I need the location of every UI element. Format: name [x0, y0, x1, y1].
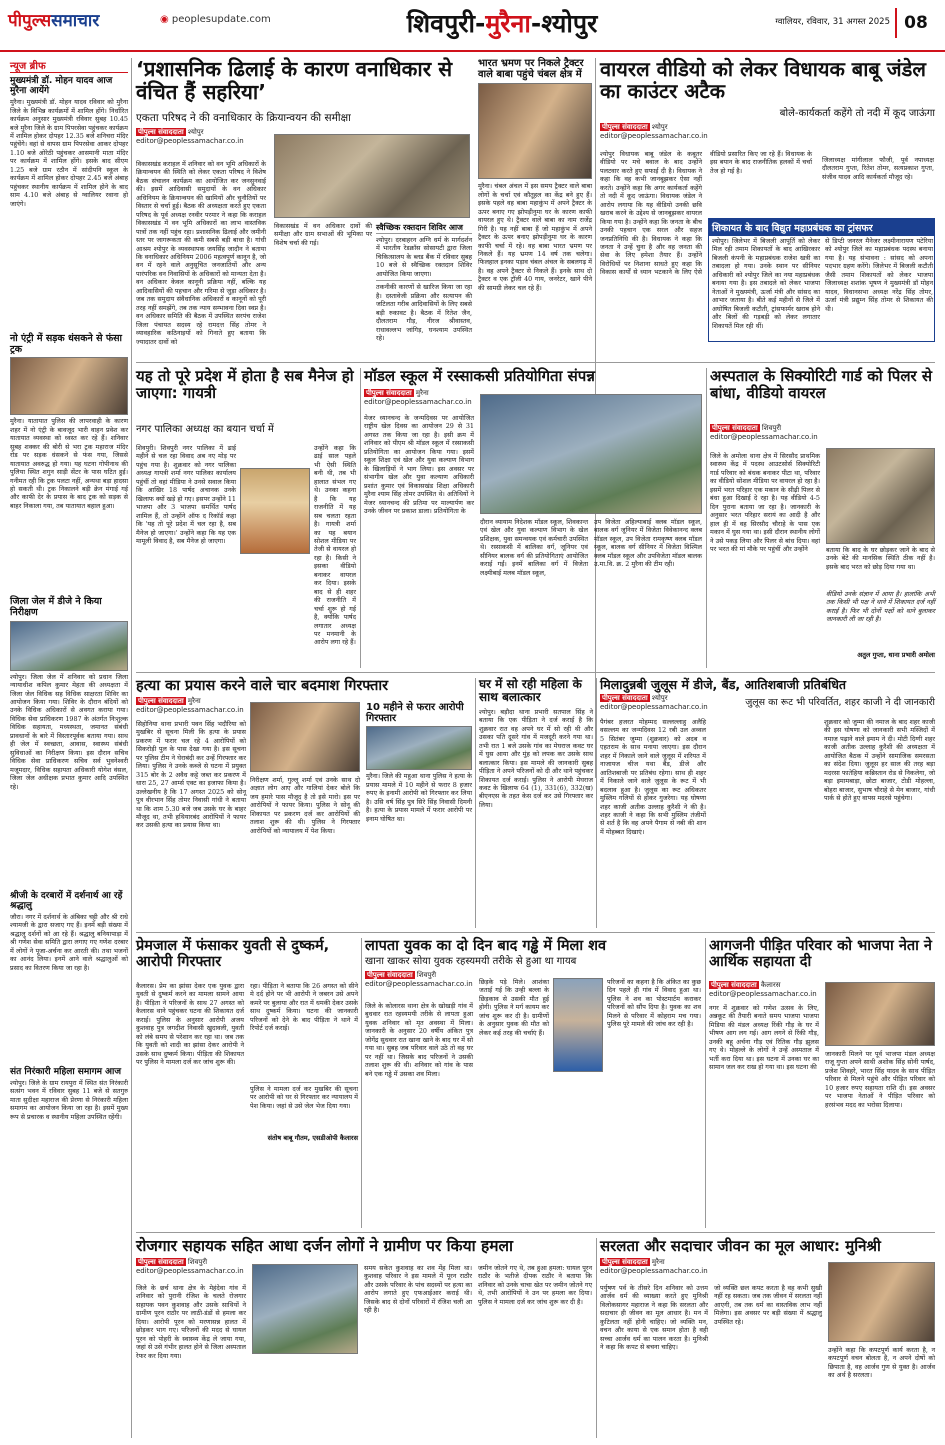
masthead [0, 0, 945, 52]
rozgar-col3: जमीन जोतने गए थे, तब हुआ हमला: घायल पूरन राठौर के भतीजे दीपक राठौर ने बताया कि शनिवार को उनके चाचा खेत पर जमीन जोतने गए थे, तभी आरोपियों ने उन पर हमला कर दिया। पुलिस ने मामला दर्ज कर जांच शुरू कर दी है। [478, 1264, 592, 1306]
milad-byline [600, 694, 710, 712]
premjaal-note-text: पुलिस ने मामला दर्ज कर मुखबिर की सूचना पर आरोपी को घर से गिरफ्तार कर न्यायालय में पेश किया। जहां से उसे जेल भेज दिया गया। [250, 1085, 358, 1110]
missing-photo [553, 978, 603, 1072]
gaayatri-body: शिवपुरी। शिवपुरी नगर पालिका में ढाई महीने से चल रहा विवाद अब नए मोड़ पर पहुंच गया है। शुक्रवार को नगर पालिका अध्यक्ष गायत्री शर्मा नगर पालिका कार्यालय पहुंचीं तो वहां मीडिया ने उनसे सवाल किया कि आखिर 18 पार्षद अचानक उनके खिलाफ क्यों खड़े हो गए। इसपर उन्होंने 11 भाजपा और 3 भाजपा समर्थित पार्षद शामिल हैं, तो उन्होंने ऑफ द रिकॉर्ड कहा कि 'यह तो पूरे प्रदेश में चल रहा है, सब मैनेज हो जाएगा।' उन्होंने कहा कि यह एक मामूली विवाद है, सब मैनेज हो जाएगा। [136, 444, 236, 545]
transfer-headline: शिकायत के बाद विद्युत महाप्रबंधक का ट्रांसफर [709, 219, 934, 236]
column-rule-1 [131, 58, 132, 1438]
gaayatri-subhead: नगर पालिका अध्यक्ष का बयान चर्चा में [136, 424, 274, 435]
missing-email: editor@peoplessamachar.co.in [365, 979, 473, 988]
column-rule-9 [596, 1238, 597, 1438]
baba-photo [478, 83, 592, 179]
viral-byline [600, 122, 708, 141]
missing-desk: पीपुल्स संवाददाता [367, 970, 413, 979]
column-rule-8 [705, 938, 706, 1228]
rape-home-body: श्योपुर। बड़ौदा थाना प्रभारी सतपाल सिंह ने बताया कि एक पीड़िता ने दर्ज कराई है कि शुक्रवार रात वह अपने घर में सो रही थी और उसका पति दूसरे गांव में मजदूरी करने गया था। तभी रात 1 बजे उसके गांव का मेघराज कवट घर में घुस आया और मुंह को लपक कर उसके साथ बलात्कार किया। इस मामले की जानकारी सुबह पीड़िता ने अपने परिजनों को दी और थाने पहुंचकर शिकायत दर्ज कराई। पुलिस ने आरोपी मेघराज कवट के खिलाफ 64 (1), 331(6), 332(ख) बीएनएस के तहत केस दर्ज कर उसे गिरफ्तार कर लिया। [479, 707, 594, 809]
premjaal-headline: प्रेमजाल में फंसाकर युवती से दुष्कर्म, आरोपी गिरफ्तार [136, 938, 330, 971]
column-rule-5 [475, 678, 476, 928]
guard-body: जिले के अमोला थाना क्षेत्र में सिरसौद प्राथमिक स्वास्थ्य केंद्र में पदस्थ आउटसोर्स सिक्योरिटी गार्ड परिवार को बंधक बनाकर पीटा था, परिवार का वीडियो सोशल मीडिया पर वायरल हो रहा है। इसमें भरत परिहार एक मकान के सीढ़ी पिलर से बंधा हुआ दिखाई दे रहा है। यह वीडियो 4-5 दिन पुराना बताया जा रहा है। जानकारी के अनुसार भरत परिहार सरायं का आदी है और हाल ही में वह सिरसौद चौराहे के पास एक मकान में घुस गया था। इसी दौरान स्थानीय लोगों ने उसे पकड़ लिया और पिलर से बांध दिया। वहां पर भरत की मां मौके पर पहुंचीं और उन्होंने [710, 452, 820, 553]
baba-body: मुरैना। चंबल अंचल में इस समय ट्रैक्टर वाले बाबा लोगों के चर्चा एवं कौतूहल का केंद्र बने हुए हैं। इसके पहले वह बाबा महाकुंभ में अपने ट्रैक्टर के ऊपर बनाए गए झोपड़ीनुमा घर के कारण काफी वायरल हुए थे। ट्रैक्टर वाले बाबा का नाम राजेंद्र गिरी है। यह नहीं बाबा हैं जो महाकुंभ में अपने ट्रैक्टर के ऊपर बनाए झोपड़ीनुमा घर के कारण काफी चर्चा में रहे। वह बाबा भारत भ्रमण पर निकले हैं। यह भ्रमण 14 वर्ष तक चलेगा। फिलहाल इनका पड़ाव चंबल अंचल के सबलगढ़ में है। वह अपने ट्रैक्टर से निकले हैं। इनके साथ दो ट्रैक्टर व एक ट्रॉली 40 गाय, जनरेटर, खाने पीने की सामग्री लेकर चल रहे हैं। [478, 182, 592, 292]
premjaal-story [136, 938, 358, 1228]
lead-city: श्योपुर [187, 128, 204, 137]
aagjani-col2: जानकारी मिलने पर पूर्व भाजपा मंडल अध्यक्ष राजू गुप्ता अपने साथी अशोक सिंह सोनी पार्षद, प्रजेश शिवहरे, भारत सिंह यादव के साथ पीड़ित परिवार से मिलने पहुंचे और पीड़ित परिवार को 10 हजार रुपए सहायता राशि दी। इस अवसर पर भाजपा नेताओं ने पीड़ित परिवार को हरसंभव मदद का भरोसा दिलाया। [825, 1050, 935, 1109]
munishri-email: editor@peoplessamachar.co.in [600, 1266, 708, 1275]
brief-body-samagam: श्योपुर। जिले के ग्राम रायपुरा में स्थित संत निरंकारी सत्संग भवन में रविवार सुबह 11 बजे से सतगुरु माता सुदीक्षा महाराज की प्रेरणा से निरंकारी महिला समागम का आयोजन किया जा रहा है। इसमें मुख्य रूप से प्रचारक व स्थानीय महिला उपस्थित रहेंगी। [10, 1078, 128, 1121]
globe-icon: ◉ [160, 14, 172, 25]
lead-byline [136, 128, 266, 146]
munishri-photo [828, 1262, 935, 1342]
guard-quote-text: वीडियो उनके संज्ञान में आया है। हालांकि अभी तक किसी भी पक्ष ने थाने में शिकायत दर्ज नहीं कराई है। फिर भी दोनों पक्षों को थाने बुलाकर जानकारी ली जा रही है। [826, 590, 935, 624]
lead-desk: पीपुल्स संवाददाता [138, 128, 184, 137]
column-rule-6 [596, 678, 597, 928]
transfer-body: श्योपुर। जिलेभर में बिजली आपूर्ति को लेकर मिल रही तमाम शिकायतों के बाद आखिरकार बिजली कंपनी के महाप्रबंधक राजेश खत्री का तबादला हो गया। उनके स्थान पर सीनियर अधिकारी को श्योपुर जिले का नया महाप्रबंधक बनाया गया है। इस तबादले को लेकर भाजपा नेताओं ने मुख्यमंत्री, ऊर्जा मंत्री और सांसद का आभार जताया है। बीते कई महीनों से जिले में अघोषित बिजली कटौती, ट्रांसफार्मर खराब होने और बिलों की गड़बड़ी को लेकर लगातार शिकायतें मिल रही थीं। [712, 237, 820, 330]
gaayatri-story [136, 368, 356, 668]
guard-email: editor@peoplessamachar.co.in [710, 433, 818, 442]
rape-home-headline: घर में सो रही महिला के साथ बलात्कार [479, 677, 582, 705]
munishri-byline [600, 1258, 710, 1276]
absconder-body: मुरैना। जिले की महुआ थाना पुलिस ने हत्या के प्रयास मामले में 10 महीने से फरार 8 हजार रुपए के इनामी आरोपी को गिरफ्तार कर लिया है। उसि वर्ष सिंह पुत्र सिरे सिंह निवासी दिमनी है। हत्या के प्रयास मामले में फरार आरोपी पर इनाम घोषित था। [366, 772, 472, 823]
blood-camp-title: स्वैच्छिक रक्तदान शिविर आज [376, 222, 472, 234]
brief-body-shriji: जौरा। नगर में दर्शनार्थ के अंबिका चट्टी और श्री राधे श्यामजी के द्वारा सजाए गए हैं। इनमें बड़ी संख्या में श्रद्धालु दर्शनों को आ रहे हैं। श्रद्धालु बनियापाड़ा में श्री गणेश सेवा समिति द्वारा लगाए गए गणेश दरबार में लोगों ने पूजा-अर्चना कर आरती की। तथा भजनों का आनंद लिया। इनमें आने वाले श्रद्धालुओं को प्रसाद का वितरण किया जा रहा है। [10, 912, 128, 972]
missing-col3: परिजनों का कहना है कि अंकित का कुछ दिन पहले ही गांव में विवाद हुआ था। पुलिस ने शव का पोस्टमार्टम कराकर परिजनों को सौंप दिया है। युवक का शव मिलने से परिवार में कोहराम मच गया। पुलिस पूरे मामले की जांच कर रही है। [607, 978, 701, 1029]
truck-photo [10, 357, 128, 415]
gaayatri-body-col2: उन्होंने कहा कि ढाई साल पहले भी ऐसी स्थिति बनी थी, तब भी हालात संभल गए थे। उनका कहना है कि यह राजनीति में यह सब चलता रहता है। गायत्री शर्मा का यह बयान सोशल मीडिया पर तेजी से वायरल हो रहा है। किसी ने इसका वीडियो बनाकर वायरल कर दिया। इसके बाद से ही शहर की राजनीति में चर्चा शुरू हो गई है, क्योंकि पार्षद लगातार अध्यक्ष पर मनमानी के आरोप लगा रहे हैं। [314, 444, 356, 647]
rozgar-photo [252, 1264, 358, 1354]
murder-headline: हत्या का प्रयास करने वाले चार बदमाश गिरफ्तार [136, 678, 389, 694]
premjaal-note-by: संतोष बाबू गौतम, एसडीओपी कैलारस [267, 1134, 358, 1142]
absconder-title: 10 महीने से फरार आरोपी गिरफ्तार [366, 702, 464, 725]
tugofwar-city: मुरैना [415, 388, 429, 397]
milad-body: पैगंबर हजरत मोहम्मद सल्लल्लाहु अलैहि वसल्लम का जन्मदिवस 12 रबी उल अव्वल 5 सितंबर जुम्मा (शुक्रवार) को अदब व एहतराम के साथ मनाया जाएगा। इस दौरान शहर में निकाले जाने वाले जुलूस में शरियत में नाजायज चीज यथा बैंड, डीजे और आतिशबाजी पर प्रतिबंध रहेगा। साथ ही शहर में निकाले जाने वाले जुलूस के रूट में भी बदलाव हुआ है। जुलूस का रूट अधिकतर मुस्लिम गलियों से होकर गुजरेगा। यह घोषणा शहर काजी अतीक उल्लाह कुरैशी ने की है। शहर काजी ने कहा कि सभी मुस्लिम तंजीमों से शर्त है कि वह अपने पैगाम से नबी की शान में मोहब्बत दिखाएं। [600, 718, 706, 836]
viral-body: श्योपुर विधायक बाबू जंडेल के कबूतर वीडियो पर मचे बवाल के बाद उन्होंने पलटवार करते हुए सफाई दी है। विधायक ने कहा कि वह कभी जानबूझकर ऐसा नहीं करते। उन्होंने कहा कि अगर कार्यकर्ता कहेंगे तो नदी में कूद जाऊंगा। विधायक जंडेल ने आरोप लगाया कि यह वीडियो उनकी छवि खराब करने के उद्देश्य से जानबूझकर वायरल किया गया है। उन्होंने कहा कि जनता के बीच उनकी पहचान एक सरल और सहज जनप्रतिनिधि की है। विधायक ने कहा कि जनता ने उन्हें चुना है और वह जनता की सेवा के लिए हमेशा तैयार हैं। उन्होंने विरोधियों पर निशाना साधते हुए कहा कि विकास कार्यों से ध्यान भटकाने के लिए ऐसे वीडियो प्रसारित किए जा रहे हैं। विधायक के इस बयान के बाद राजनीतिक हलकों में चर्चा तेज हो गई है। [600, 150, 812, 277]
baba-headline: भारत भ्रमण पर निकले ट्रैक्टर वाले बाबा पहुंचे चंबल क्षेत्र में [478, 58, 584, 81]
guard-caption: बताया कि बाद के घर छोड़कर जाने के बाद से उनके बेटे की मानसिक स्थिति ठीक नहीं है। इसके बाद भरत को छोड़ दिया गया था। [826, 546, 935, 571]
row-rule-3 [136, 932, 935, 933]
rozgar-email: editor@peoplessamachar.co.in [136, 1267, 244, 1276]
milad-story [600, 678, 935, 928]
viral-headline: वायरल वीडियो को लेकर विधायक बाबू जंडेल का काउंटर अटैक [600, 57, 926, 104]
missing-city: शिवपुरी [416, 970, 437, 979]
lead-headline: ‘प्रशासनिक ढिलाई के कारण वनाधिकार से वंचित हैं सहरिया’ [136, 57, 453, 104]
aagjani-body: नगर में शुक्रवार को गणेश उत्सव के लिए, अन्नकूट की तैयारी बनाते समय भाजपा भाजपा मिडिया की मंडल अध्यक्ष रिंकी गौड़ के घर में भीषण आग लग गई। आग लगने से रिंकी गौड़, उनकी बहू अर्चना गौड़ एवं रितिक गौड़ झुलस गए थे। मोहल्ले के लोगों ने उन्हें अस्पताल में भर्ती करा दिया था। इस घटना में उनका घर का सामान जल कर राख हो गया था। इस घटना की [709, 1004, 819, 1072]
rozgar-story [136, 1238, 592, 1438]
aagjani-headline: आगजनी पीड़ित परिवार को भाजपा नेता ने आर्थिक सहायता दी [709, 938, 932, 971]
guard-city: शिवपुरी [761, 424, 782, 432]
missing-byline [365, 971, 475, 989]
murder-email: editor@peoplessamachar.co.in [136, 706, 244, 715]
row-rule-4 [136, 1232, 935, 1233]
blood-camp-box [376, 222, 472, 356]
premjaal-body: कैलारस। प्रेम का झांसा देकर एक युवक द्वारा युवती से दुष्कर्म करने का मामला सामने आया है। पीड़िता ने परिजनों के साथ 27 अगस्त को कैलारस थाने पहुंचकर घटना की शिकायत दर्ज कराई। पुलिस के अनुसार आरोपी अजय कुशवाह पुत्र जगदीश निवासी खुदावली, युवती को लंबे समय से परेशान कर रहा था। जब तक कि युवती को शादी का झांसा देकर आरोपी ने उसके साथ दुष्कर्म किया। पीड़िता की शिकायत पर पुलिस ने मामला दर्ज कर जांच शुरू की। [136, 982, 244, 1067]
lead-story [136, 58, 472, 358]
premjaal-col2: रहा। पीड़िता ने बताया कि 26 अगस्त को सीने मे दर्द होने पर भी आरोपी ने जबरन उसे अपने कमरे पर बुलाया और रात में धमकी देकर उसके साथ दुष्कर्म किया। घटना की जानकारी परिजनों को देने के बाद पीड़िता ने थाने में रिपोर्ट दर्ज कराई। [250, 982, 358, 1033]
guard-headline: अस्पताल के सिक्योरिटी गार्ड को पिलर से बांधा, वीडियो वायरल [710, 367, 932, 402]
transfer-body-col2: से डिप्टी जनरल मैनेजर लक्ष्मीनारायण पटेरिया को श्योपुर जिले का महाप्रबंधक पदस्थ बनाया गया है। यह संभावना : सांसद को अपना पदभार ग्रहण करेंगे। जिलेभर में बिजली कटौती जैसी तमाम शिकायतों को लेकर भाजपा जिलाध्यक्ष शशांक भूषण ने मुख्यमंत्री डॉ मोहन यादव, विधानसभा अध्यक्ष नरेंद्र सिंह तोमर, ऊर्जा मंत्री प्रद्युम्न सिंह तोमर से शिकायत की थी। [825, 237, 933, 313]
tugofwar-byline [364, 389, 474, 407]
title-sheopur: -श्योपुर [530, 9, 598, 38]
baba-story [478, 58, 592, 358]
brief-body-truck: मुरैना। यातायात पुलिस की लापरवाही के कारण शहर में नो एंट्री के बावजूद भारी वाहन प्रवेश कर यातायात व्यवस्था को ध्वस्त कर रहे हैं। शनिवार सुबह शक्कर की बोरी से भरा ट्रक महाराज मंदिर रोड पर सड़क धंसकने से फंस गया, जिससे यातायात अवरुद्ध हो गया। यह घटना गोपीनाथ की पुलिया स्थित शगुन साड़ी सेंटर के पास घटित हुई। गनीमत रही कि ट्रक पलटा नहीं, अन्यथा बड़ा हादसा हो सकती थी। ट्रक निकालने बड़ी क्रेन मंगाई गई और काफी देर के प्रयास के बाद ट्रक को सड़क से बाहर निकाला गया, तब यातायात बहाल हुआ। [10, 417, 128, 510]
murder-desk: पीपुल्स संवाददाता [138, 697, 184, 706]
aagjani-email: editor@peoplessamachar.co.in [709, 990, 817, 999]
rozgar-body: जिले के छर्च थाना क्षेत्र के मेहंदेवा गांव में शनिवार को पुरानी रंजिश के चलते रोजगार सहायक पवन कुशवाह और उसके साथियों ने ग्रामीण पूरन राठौर पर लाठी-डंडों से हमला कर दिया। आरोपी पूरन को मरणासन्न हालत में छोड़कर भाग गए। परिजनों की मदद से घायल पूरन को पोहरी के स्वास्थ्य केंद्र ले जाया गया, जहां से उसे गंभीर हालत होने से जिला अस्पताल रेफर कर दिया गया। [136, 1284, 246, 1360]
title-shivpuri: शिवपुरी- [406, 9, 486, 38]
tugofwar-col3: उप विजेता अहिल्याबाई क्लब मॉडल स्कूल, बालक वर्ग जूनियर में विजेता विवेकानन्द क्लब मॉडल स्कूल, उप विजेता रामकृष्ण क्लब मॉडल स्कूल, बालक वर्ग सीनियर में विजेता विश्मिल क्लब मॉडल स्कूल और उपविजेता मॉडल बालक उ.मा.वि. क्र. 2 मुरैना की टीम रही। [594, 518, 702, 569]
site-url-text: peoplesupdate.com [171, 14, 271, 25]
milad-headline: मिलादुन्नबी जुलूस में डीजे, बैंड, आतिशबाजी प्रतिबंधित [600, 677, 847, 692]
rozgar-city: शिवपुरी [187, 1258, 208, 1267]
guard-quote [826, 590, 935, 666]
guard-desk: पीपुल्स संवाददाता [712, 424, 758, 432]
rozgar-col2: समय सकेत कुशवाह का शव मेंह मिला था। कुशवाह परिवार ने इस मामले में पूरन राठौर और उसके परिवार के पांच सदस्यों पर हत्या का आरोप लगाते हुए एफआईआर कराई थी। जिसके बाद से दोनों परिवारों में रंजिश चली आ रही है। [364, 1264, 472, 1315]
lead-tail: तकनीकी कारणों से खारिज किया जा रहा है। दस्तावेजी प्रक्रिया और सत्यापन की जटिलता गरीब आदिवासियों के लिए सबसे बड़ी रुकावट है। बैठक में रितेश जैन, दौलतराम गौड़, नीरज श्रीवास्तव, राधावल्लभ जांगिड़, घनश्याम उपस्थित रहे। [376, 283, 472, 342]
blood-camp-body: श्योपुर। दरबाहरन अग्नि धर्म के मार्गदर्शन में भारतीय रेडक्रॉस सोसायटी द्वारा जिला चिकित्सालय के ब्लड बैंक में रविवार सुबह 10 बजे से स्वैच्छिक रक्तदान शिविर आयोजित किया जाएगा। [376, 236, 472, 281]
brief-headline-cm: मुख्यमंत्री डॉ. मोहन यादव आज मुरैना आयेंगे [10, 76, 113, 97]
row-rule-1 [136, 362, 935, 363]
column-rule-4 [706, 368, 707, 668]
murder-photo [250, 702, 360, 772]
tugofwar-body: मेजर ध्यानचन्द के जन्मदिवस पर आयोजित राष्ट्रीय खेल दिवस का आयोजन 29 से 31 अगस्त तक किया जा रहा है। इसी क्रम में शनिवार को पीएम श्री मॉडल स्कूल में रस्साकसी प्रतियोगिता का आयोजन किया गया। इसमें स्कूल शिक्षा एवं खेल और युवा कल्याण विभाग के खिलाड़ियों ने भाग लिया। इस अवसर पर संभागीय खेल और युवा कल्याण अधिकारी प्रशांत कुमार एवं विकासखंड शिक्षा अधिकारी मुरैना श्याम सिंह तोमर उपस्थित थे। अतिथियों ने मेजर ध्यानचन्द की प्रतिमा पर माल्यार्पण कर उनके जीवन पर प्रकाश डाला। प्रतियोगिता के [364, 414, 474, 515]
missing-story [365, 938, 701, 1228]
aagjani-desk: पीपुल्स संवाददाता [711, 981, 757, 989]
munishri-col2: जो व्यक्ति छल कपट करता है वह कभी सुखी नहीं रह सकता। जब तक जीवन में सरलता नहीं आएगी, तब तक धर्म का वास्तविक लाभ नहीं मिलेगा। इस अवसर पर बड़ी संख्या में श्रद्धालु उपस्थित रहे। [714, 1284, 822, 1326]
munishri-body: पर्युषण पर्व के तीसरे दिन शनिवार को उत्तम आर्जव धर्म की व्याख्या करते हुए मुनिश्री विलोकसागर महाराज ने कहा कि सरलता और सदाचार ही जीवन का मूल आधार है। मन में कुटिलता नहीं होनी चाहिए। जो व्यक्ति मन, वचन और काया से एक समान होता है वही सच्चा आर्जव धर्म का पालन करता है। मुनिश्री ने कहा कि कपट से बचना चाहिए। [600, 1284, 708, 1352]
brand-left: पीपुल्स [8, 11, 52, 31]
missing-body: जिले के कोलारस थाना क्षेत्र के खोखड़ी गांव में बुधवार रात रहस्यमयी तरीके से लापता हुआ युवक शनिवार को मृत अवस्था में मिला। जानकारी के अनुसार 20 वर्षीय अंकित पुत्र जोगेंद्र सुधवार रात खाना खाने के बाद घर में सो गया था। सुबह जब परिवार वाले उठे तो वह घर पर नहीं था। जिसके बाद परिजनों ने उसकी तलाश शुरू की थी। शनिवार को गांव के पास बने एक गड्ढे में उसका शव मिला। [365, 1002, 473, 1078]
row-rule-2 [136, 672, 935, 673]
guard-quote-by: अतुल गुप्ता, थाना प्रभारी अमोला [857, 651, 935, 659]
aagjani-story [709, 938, 935, 1228]
murder-city: मुरैना [187, 697, 201, 706]
jail-photo [10, 621, 128, 671]
milad-subhead: जुलूस का रूट भी परिवर्तित, शहर काजी ने दी जानकारी [745, 697, 935, 708]
lead-body-col2: विकासखंड में वन अधिकार दावों की समीक्षा और ग्राम सभाओं की भूमिका पर विशेष चर्चा की गई। [274, 222, 372, 247]
viral-subhead: बोले-कार्यकर्ता कहेंगे तो नदी में कूद जाऊंगा [779, 108, 935, 119]
gaayatri-headline: यह तो पूरे प्रदेश में होता है सब मैनेज हो जाएगा: गायत्री [136, 367, 354, 402]
milad-col3: शुक्रवार को जुम्मा की नमाज के बाद शहर काजी की इस घोषणा को जानकारी सभी मस्जिदों में नमाज पढ़ाने वाले इमाम ने दी। मोटी दिग्गी शहर काजी अतीक उल्लाह कुरैशी की अध्यक्षता में आयोजित बैठक में उन्होंने सामाजिक समरसता का संदेश दिया। जुलूस हर साल की तरह बड़ा मदरसा फातेहिया कब्रिस्तान रोड से निकलेगा, जो बड़ा इमामबाड़ा, छोटा बाजार, टोडी मोहल्ला, बोहरा बाजार, सुभाष चौराहे से मेन बाजार, गांधी पार्क से होते हुए वापस मदरसे पहुंचेगा। [824, 718, 935, 803]
brief-body-jail: श्योपुर। जिला जेल में शनिवार को प्रधान जिला न्यायाधीश कपिल कुमार मेहता की अध्यक्षता में जिला जेल विधिक सह विधिक साक्षरता शिविर का आयोजन किया गया। शिविर के दौरान बंदियों को उनके विधिक अधिकारों से अवगत कराया गया। विधिक सेवा प्राधिकरण 1987 के अंतर्गत निःशुल्क विधिक सहायता, मध्यस्थता, जमानत संबंधी प्रावधानों के बारे में विस्तारपूर्वक बताया गया। साथ ही जेल में स्वच्छता, आवास, स्वास्थ्य संबंधी सुविधाओं का निरीक्षण किया। इस दौरान सचिव विधिक सेवा प्राधिकरण सचिव सर्व भुवनेश्वरी मजूमदार, विधिक सहायता अधिकारी योगेश वंसल, जिला जेल अधीक्षक प्रभात कुमार आदि उपस्थित रहे। [10, 672, 128, 791]
brief-headline-shriji: श्रीजी के दरबारों में दर्शनार्थ आ रहें श्रद्धालु [10, 890, 123, 911]
munishri-headline: सरलता और सदाचार जीवन का मूल आधार: मुनिश्री [600, 1237, 881, 1255]
brand-right: समाचार [51, 11, 100, 31]
dateline: ग्वालियर, रविवार, 31 अगस्त 2025 [775, 17, 890, 27]
viral-desk: पीपुल्स संवाददाता [602, 122, 648, 131]
milad-desk: पीपुल्स संवाददाता [602, 694, 648, 702]
tugofwar-caption: दौरान व्यायाम निदेशक मॉडल स्कूल, शिवकान्त एवं खेल और युवा कल्याण विभाग के खेल प्रशिक्षक, युवा समन्वयक एवं कर्मचारी उपस्थित थे। रस्साकसी में बालिका वर्ग, जूनियर एवं सीनियर बालक वर्ग की प्रतियोगिताएं आयोजित कराई गईं। इनमें बालिका वर्ग में विजेता लक्ष्मीबाई मलब मॉडल स्कूल, [480, 518, 588, 577]
missing-col2: छिड़के पड़े मिले। आशंका जताई गई कि उन्ही बल्ला के छिड़काव से उसकी मौत हुई होगी। पुलिस ने मर्ग कायम कर जांच शुरू कर दी है। ग्रामीणों के अनुसार युवक की मौत को लेकर कई तरह की चर्चाएं हैं। [479, 978, 549, 1037]
missing-headline: लापता युवक का दो दिन बाद गड्ढे में मिला शव [365, 938, 607, 954]
news-brief-label: न्यूज ब्रीफ [10, 58, 128, 73]
tugofwar-headline: मॉडल स्कूल में रस्साकसी प्रतियोगिता संपन्न [364, 367, 595, 385]
brief-headline-samagam: संत निरंकारी महिला समागम आज [10, 1066, 122, 1077]
aagjani-city: कैलारस [760, 981, 781, 989]
news-brief-column [10, 58, 128, 1438]
milad-city: श्योपुर [651, 694, 668, 702]
absconder-photo [366, 726, 472, 770]
rape-home-story [479, 678, 593, 928]
rozgar-byline [136, 1258, 246, 1276]
brief-body-cm: मुरैना। मुख्यमंत्री डॉ. मोहन यादव रविवार को मुरैना जिले के विभिन्न कार्यक्रमों में शामिल होंगे। निर्धारित कार्यक्रम अनुसार मुख्यमंत्री रविवार सुबह 10.45 बजे मुरैना जिले के ग्राम पिपरसेवा पहुंचकर कार्यक्रम में शामिल होकर दोपहर 12.35 बजे शनिचरा मंदिर पहुंचेंगे। वहां से वापस ग्राम पिपरसेवा आकर दोपहर 1.10 बजे ओरेठी पहुंचकर आसमानी माता मंदिर पर कार्यक्रम में शामिल होंगे। इसके बाद सीएम 1.25 बजे ग्राम रठौन में सांदीपनि स्कूल के कार्यक्रम में शामिल होकर दोपहर 2.45 बजे अंबाह पहुंचकर स्थानीय कार्यक्रम में शामिल होने के बाद साम 4.10 बजे अंबाह से ग्वालियर रवाना हो जाएंगे। [10, 98, 128, 208]
page-number: 08 [895, 8, 935, 38]
column-rule-3 [360, 368, 361, 668]
brief-headline-jail: जिला जेल में डीजे ने किया निरीक्षण [10, 596, 102, 619]
page-title [352, 6, 652, 42]
rozgar-headline: रोजगार सहायक सहित आधा दर्जन लोगों ने ग्रामीण पर किया हमला [136, 1237, 513, 1255]
absconder-box [366, 702, 472, 926]
murder-story [136, 678, 472, 928]
gaayatri-photo [240, 468, 310, 554]
title-morena: मुरैना [485, 9, 531, 38]
murder-col3: निरीक्षण शर्मा, गुल्लू शर्मा एवं उनके साथ दो अज्ञात लोग आए और गालियां देकर बोले कि जय हमारे पास मौजूद है तो इसे मारो। इस पर आरोपियों ने फायर किया। पुलिस ने सोनू की शिकायत पर प्रकरण दर्ज कर आरोपियों की तलाश शुरू की थी। पुलिस ने गिरफ्तार आरोपियों को न्यायालय में पेश किया। [250, 776, 360, 835]
aagjani-byline [709, 981, 819, 999]
murder-body: सिहोनिया थाना प्रभारी पवन सिंह भदौरिया को मुखबिर से सूचना मिली कि हत्या के प्रयास प्रकरण में फरार चल रहे 4 आरोपियों को सिकरोड़ी पुल के पास देखा गया है। इस सूचना पर पुलिस टीम ने घेराबंदी कर उन्हें गिरफ्तार कर लिया। पुलिस ने उनके कब्जे से घटना में प्रयुक्त 315 बोर के 2 अवैध कट्टे जब्त कर प्रकरण में धारा 25, 27 आर्म्स एक्ट का इजाफा किया है। उल्लेखनीय है कि 17 अगस्त 2025 को सोनू पुत्र वीरभान सिंह तोमर निवासी गांधी ने बताया था कि शाम 5.30 बजे जब उसके घर के बाहर मौजूद था, तभी हथियारबंद आरोपियों ने फायर कर उसकी हत्या का प्रयास किया था। [136, 720, 246, 830]
transfer-story [708, 218, 935, 342]
brief-headline-truck: नो एंट्री में सड़क धंसकने से फंसा ट्रक [10, 333, 123, 355]
lead-body: विकासखंड कराहल में शनिवार को वन भूमि अधिकारों के क्रियान्वयन की स्थिति को लेकर एकता परिषद ने विशेष बैठक संचालन कार्यक्रम का आयोजित कर जनसुनवाई की। इसमें आदिवासी समुदायों के वन अधिकार अधिनियम के क्रियान्वयन की खामियों और चुनौतियों पर विस्तार से चर्चा हुई। बैठक की अध्यक्षता करते हुए एकता परिषद के पूर्व अध्यक्ष रनवीर परमार ने कहा कि कराहल विकासखंड में वन भूमि अधिकारों का लाभ वास्तविक पात्रों तक नहीं पहुंच रहा। प्रशासनिक ढिलाई और जमीनी स्तर पर जागरूकता की कमी सबसे बड़ी बाधा है। गांधी आश्रम श्योपुर के व्यवस्थापक जयसिंह जादौन ने बताया कि वनाधिकार अधिनियम 2006 महत्वपूर्ण कानून है, जो वन में रहने वाले अनुसूचित जनजातियों और अन्य पारंपरिक वन निवासियों के अधिकारों को मान्यता देता है। वन अधिकार केवल कानूनी प्रक्रिया नहीं, बल्कि यह आदिवासियों की पहचान और गरिमा से जुड़ा अधिकार है। जब तक समुदाय संवैधानिक अधिकारों व कानूनों को पूरी तरह नहीं समझेंगे, तब तक न्याय सम्भावना दिवा स्वप्न है। वन अधिकार समिति की बैठक में उपस्थित सरपंच राजेश जिला पंचायत सदस्य रहे रामदत्त सिंह तोमर ने व्यावहारिक कठिनाइयों को गिनाते हुए बताया कि ज्यादातर दावों को [136, 160, 266, 346]
column-rule-7 [361, 938, 362, 1228]
aagjani-photo [825, 982, 935, 1046]
brand-logo [8, 8, 158, 34]
lead-subhead: एकता परिषद ने की वनाधिकार के क्रियान्वयन की समीक्षा [136, 112, 351, 124]
premjaal-note [250, 1082, 358, 1152]
munishri-col3: उन्होंने कहा कि कपटपूर्ण कार्य करता है, न कपटपूर्ण वचन बोलता है, न अपने दोषों को छिपाता है, वह आर्जव गुण से युक्त है। आर्जव का अर्थ है सरलता। [828, 1346, 935, 1380]
viral-email: editor@peoplessamachar.co.in [600, 131, 708, 140]
guard-byline [710, 424, 820, 442]
tugofwar-photo [480, 394, 702, 514]
milad-email: editor@peoplessamachar.co.in [600, 703, 708, 712]
tugofwar-email: editor@peoplessamachar.co.in [364, 397, 472, 406]
guard-story [710, 368, 935, 668]
missing-subhead: खाना खाकर सोया युवक रहस्यमयी तरीके से हुआ था गायब [365, 956, 577, 968]
munishri-desk: पीपुल्स संवाददाता [602, 1257, 648, 1266]
lead-photo [274, 134, 470, 218]
guard-photo [826, 448, 935, 544]
murder-byline [136, 697, 246, 715]
viral-body-col3: जिलाध्यक्ष मांगीलाल फौजी, पूर्व नपाध्यक्ष दौलतराम गुप्ता, रितेश तोमर, सत्यप्रकाश गुप्ता, संजीव यादव आदि कार्यकर्ता मौजूद रहे। [822, 156, 934, 181]
rozgar-desk: पीपुल्स संवाददाता [138, 1258, 184, 1267]
munishri-story [600, 1238, 935, 1438]
munishri-city: मुरैना [651, 1257, 665, 1266]
viral-city: श्योपुर [651, 122, 668, 131]
site-url[interactable] [160, 14, 330, 30]
tugofwar-desk: पीपुल्स संवाददाता [366, 388, 412, 397]
lead-email: editor@peoplessamachar.co.in [136, 137, 244, 146]
tugofwar-story [364, 368, 702, 668]
